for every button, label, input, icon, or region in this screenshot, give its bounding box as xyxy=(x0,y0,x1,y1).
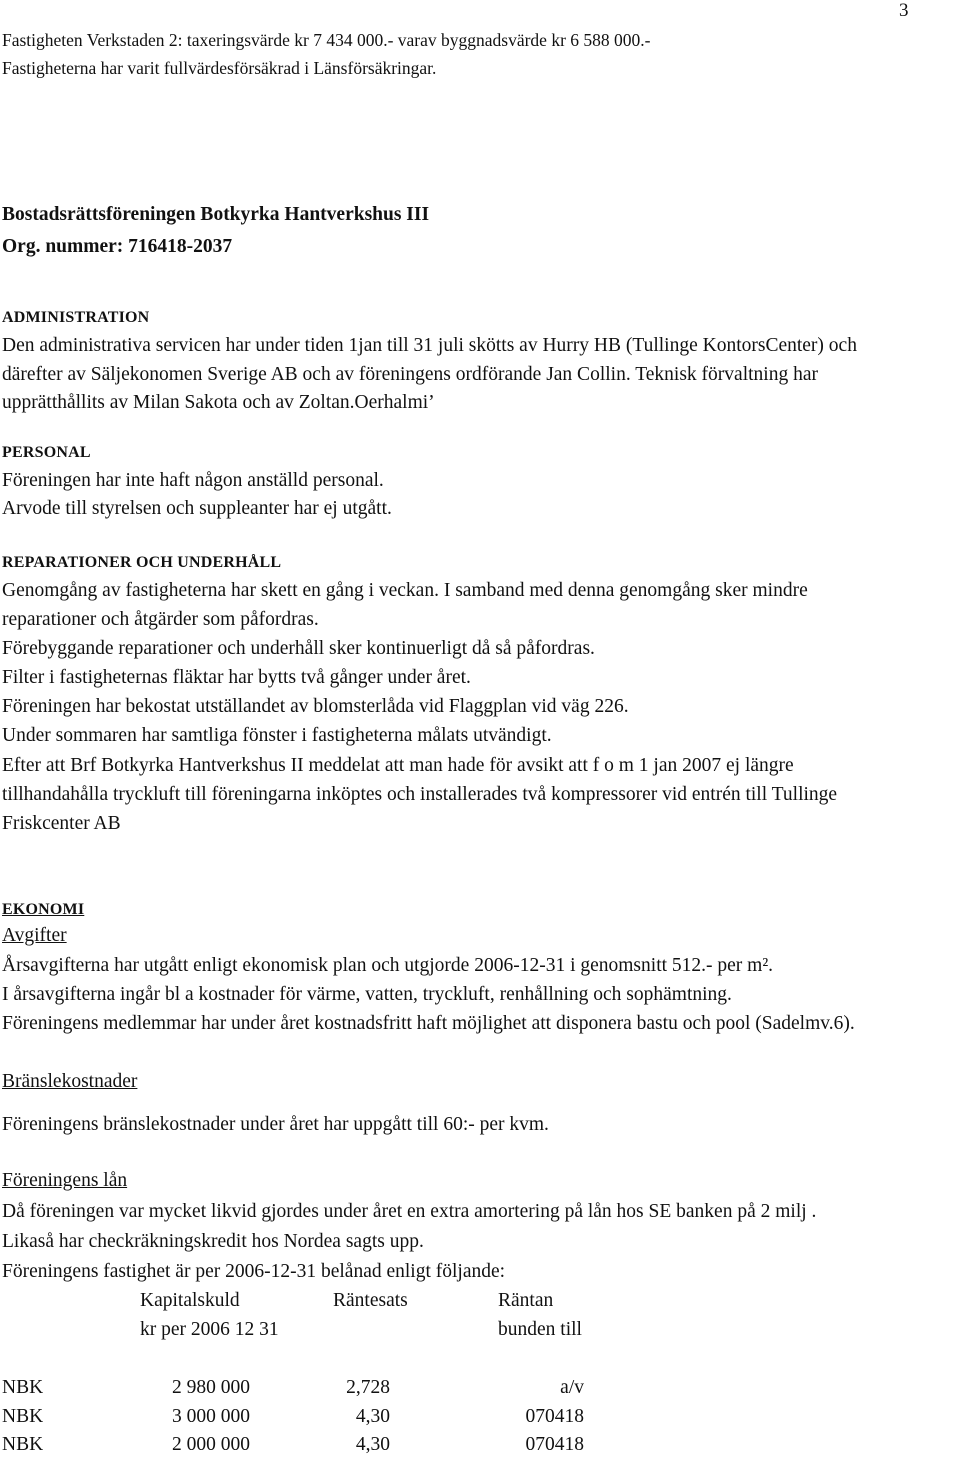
section-heading-personal: PERSONAL xyxy=(2,444,91,461)
loan-table-header-rantan: Räntan xyxy=(498,1290,554,1311)
reparationer-line: Under sommaren har samtliga fönster i fastigheterna målats utvändigt. xyxy=(2,725,552,746)
avgifter-line: I årsavgifterna ingår bl a kostnader för värme, vatten, tryckluft, renhållning och sophämtning. xyxy=(2,984,732,1005)
intro-line: Fastigheterna har varit fullvärdesförsäkrad i Länsförsäkringar. xyxy=(2,58,437,78)
administration-line: upprätthållits av Milan Sakota och av Zoltan.Oerhalmi’ xyxy=(2,392,435,413)
reparationer-line: Genomgång av fastigheterna har skett en gång i veckan. I samband med denna genomgång sker mindre xyxy=(2,580,808,601)
avgifter-line: Årsavgifterna har utgått enligt ekonomisk plan och utgjorde 2006-12-31 i genomsnitt 512.- per m². xyxy=(2,955,774,976)
loan-table-header-kapitalskuld-sub: kr per 2006 12 31 xyxy=(140,1319,279,1340)
page-number: 3 xyxy=(899,0,909,21)
subheading-branslekostnader: Bränslekostnader xyxy=(2,1071,138,1092)
subheading-foreningens-lan: Föreningens lån xyxy=(2,1170,128,1191)
personal-line: Arvode till styrelsen och suppleanter har ej utgått. xyxy=(2,498,392,519)
loan-fixed-until: 070418 xyxy=(525,1406,584,1427)
lan-line: Föreningens fastighet är per 2006-12-31 belånad enligt följande: xyxy=(2,1261,506,1282)
loan-lender: NBK xyxy=(2,1406,44,1427)
loan-table-header-kapitalskuld: Kapitalskuld xyxy=(140,1290,240,1311)
loan-lender: NBK xyxy=(2,1434,44,1455)
administration-line: Den administrativa servicen har under tiden 1jan till 31 juli skötts av Hurry HB (Tullinge KontorsCenter) och xyxy=(2,335,857,356)
loan-amount: 3 000 000 xyxy=(172,1406,250,1427)
loan-fixed-until: 070418 xyxy=(525,1434,584,1455)
loan-table-header-rantan-sub: bunden till xyxy=(498,1319,582,1340)
section-heading-administration: ADMINISTRATION xyxy=(2,309,150,326)
reparationer-line: Föreningen har bekostat utställandet av blomsterlåda vid Flaggplan vid väg 226. xyxy=(2,696,629,717)
avgifter-line: Föreningens medlemmar har under året kostnadsfritt haft möjlighet att disponera bastu och pool (Sadelmv.6). xyxy=(2,1013,855,1034)
loan-table-header-rantesats: Räntesats xyxy=(333,1290,408,1311)
section-heading-reparationer: REPARATIONER OCH UNDERHÅLL xyxy=(2,554,282,571)
lan-line: Likaså har checkräkningskredit hos Nordea sagts upp. xyxy=(2,1231,424,1252)
reparationer-line: Förebyggande reparationer och underhåll sker kontinuerligt då så påfordras. xyxy=(2,638,595,659)
loan-amount: 2 980 000 xyxy=(172,1377,250,1398)
reparationer-line: reparationer och åtgärder som påfordras. xyxy=(2,609,319,630)
loan-fixed-until: a/v xyxy=(560,1377,584,1398)
loan-rate: 2,728 xyxy=(346,1377,390,1398)
org-number: Org. nummer: 716418-2037 xyxy=(2,236,233,257)
lan-line: Då föreningen var mycket likvid gjordes under året en extra amortering på lån hos SE banken på 2 milj . xyxy=(2,1201,817,1222)
reparationer-line: Efter att Brf Botkyrka Hantverkshus II meddelat att man hade för avsikt att f o m 1 jan 2007 ej längre xyxy=(2,755,794,776)
personal-line: Föreningen har inte haft någon anställd personal. xyxy=(2,470,384,491)
reparationer-line: Friskcenter AB xyxy=(2,813,121,834)
reparationer-line: tillhandahålla tryckluft till föreningarna inköptes och installerades två kompressorer vid entrén till Tullinge xyxy=(2,784,838,805)
loan-amount: 2 000 000 xyxy=(172,1434,250,1455)
administration-line: därefter av Säljekonomen Sverige AB och av föreningens ordförande Jan Collin. Teknisk förvaltning har xyxy=(2,364,818,385)
reparationer-line: Filter i fastigheternas fläktar har bytts två gånger under året. xyxy=(2,667,471,688)
org-name: Bostadsrättsföreningen Botkyrka Hantverkshus III xyxy=(2,204,430,225)
subheading-avgifter: Avgifter xyxy=(2,925,67,946)
branslekostnader-line: Föreningens bränslekostnader under året har uppgått till 60:- per kvm. xyxy=(2,1114,549,1135)
intro-line: Fastigheten Verkstaden 2: taxeringsvärde kr 7 434 000.- varav byggnadsvärde kr 6 588 000.- xyxy=(2,30,651,50)
section-heading-ekonomi: EKONOMI xyxy=(2,901,85,918)
loan-rate: 4,30 xyxy=(355,1406,390,1427)
loan-rate: 4,30 xyxy=(355,1434,390,1455)
loan-lender: NBK xyxy=(2,1377,44,1398)
